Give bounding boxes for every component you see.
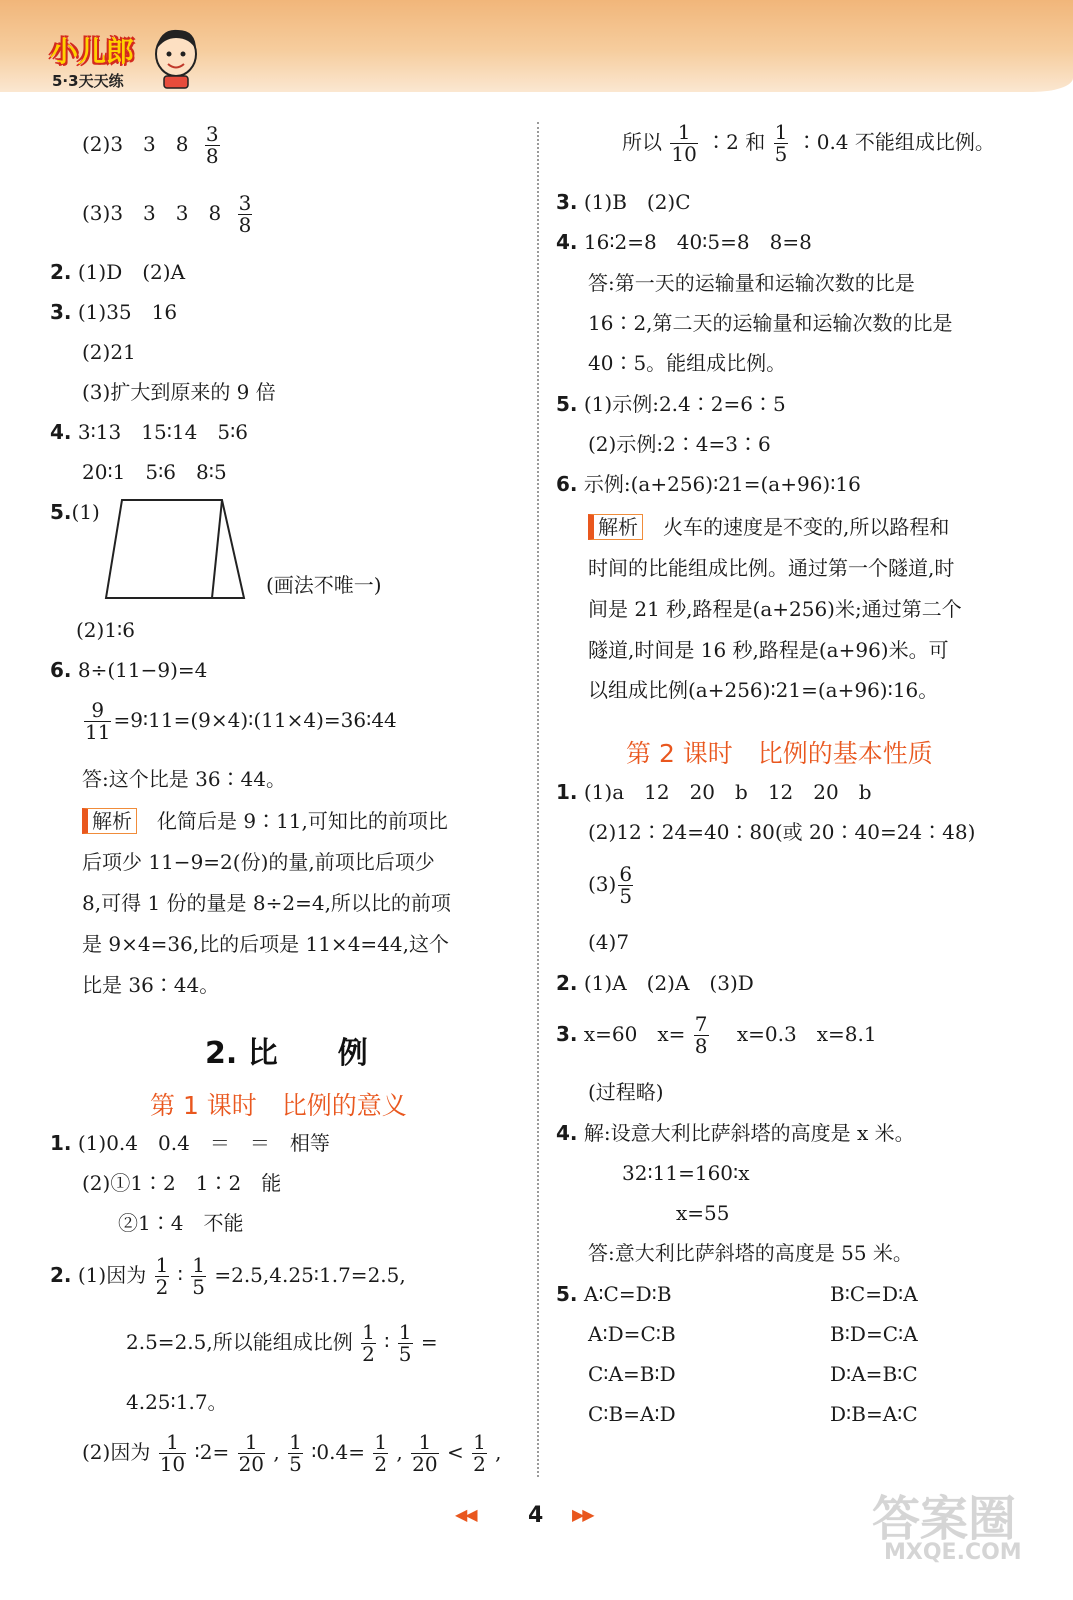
analysis-text: 是 9×4=36,比的后项是 11×4=44,这个 — [82, 932, 449, 956]
numerator: 1 — [374, 1430, 388, 1454]
question-1 — [556, 782, 872, 802]
lesson-title: 第 2 课时 比例的基本性质 — [626, 739, 933, 768]
denominator: 5 — [398, 1342, 412, 1366]
fraction — [694, 1014, 709, 1057]
answer-line: C∶A=B∶D — [588, 1362, 676, 1386]
lesson-title: 第 1 课时 比例的意义 — [150, 1091, 407, 1120]
numerator: 1 — [418, 1430, 432, 1454]
answer-text: (1)35 16 — [77, 300, 178, 324]
section-title: 2. 比 例 — [205, 1036, 368, 1071]
answer-text: < — [446, 1440, 464, 1464]
denominator: 8 — [205, 144, 219, 168]
answer-text: 8÷(11−9)=4 — [77, 658, 208, 682]
question-6 — [556, 474, 861, 494]
question-4 — [50, 422, 248, 442]
answer-line: ②1∶4 不能 — [118, 1211, 244, 1235]
answer-text: , — [396, 1440, 403, 1464]
numerator: 1 — [473, 1430, 486, 1454]
numerator: 6 — [619, 862, 633, 886]
answer-line: 答:意大利比萨斜塔的高度是 55 米。 — [588, 1241, 913, 1265]
analysis-text: 隧道,时间是 16 秒,路程是(a+96)米。可 — [588, 638, 949, 662]
analysis-text: 比是 36∶44。 — [82, 973, 220, 997]
question-1 — [50, 1133, 330, 1153]
fraction — [774, 122, 789, 165]
answer-line: 答:第一天的运输量和运输次数的比是 — [588, 271, 915, 295]
answer-text: (1) — [71, 500, 100, 524]
denominator: 5 — [192, 1275, 205, 1299]
denominator: 5 — [774, 142, 788, 166]
answer-text: (1)示例:2.4∶2=6∶5 — [583, 392, 786, 416]
answer-line: (2)21 — [82, 340, 136, 364]
numerator: 1 — [289, 1430, 302, 1454]
fraction — [670, 122, 697, 165]
drawing-note: (画法不唯一) — [266, 573, 382, 597]
brand-logo: 小儿郎 — [50, 35, 135, 68]
answer-text: , — [495, 1440, 502, 1464]
answer-text: (1)B (2)C — [583, 190, 691, 214]
answer-line: 20∶1 5∶6 8∶5 — [82, 460, 227, 484]
answer-line: (2)①1∶2 1∶2 能 — [82, 1171, 282, 1195]
answer-line: D∶A=B∶C — [830, 1362, 918, 1386]
answer-text: 所以 — [622, 130, 662, 154]
question-number: 2. — [50, 1263, 72, 1287]
question-number: 3. — [556, 1022, 578, 1046]
analysis-line — [588, 514, 949, 540]
denominator: 8 — [694, 1034, 708, 1058]
answer-text: (1)0.4 0.4 ＝ ＝ 相等 — [77, 1131, 330, 1155]
watermark-text: 答案圈 — [872, 1491, 1017, 1547]
analysis-line — [82, 808, 448, 834]
answer-line: (2)1∶6 — [76, 618, 135, 642]
denominator: 5 — [619, 884, 633, 908]
question-number: 4. — [556, 1121, 578, 1145]
answer-line: C∶B=A∶D — [588, 1402, 676, 1426]
watermark — [872, 1480, 1022, 1565]
answer-text: x=60 x= — [583, 1022, 686, 1046]
denominator: 11 — [85, 720, 111, 744]
answer-text: x=0.3 x=8.1 — [716, 1022, 877, 1046]
fraction — [238, 1432, 265, 1475]
question-6 — [50, 660, 207, 680]
fraction — [238, 193, 253, 236]
question-number: 2. — [556, 971, 578, 995]
question-number: 5. — [556, 1282, 578, 1306]
fraction — [288, 1432, 303, 1475]
answer-line: 40∶5。能组成比例。 — [588, 351, 787, 375]
numerator: 1 — [677, 120, 691, 144]
answer-line: B∶C=D∶A — [830, 1282, 918, 1306]
analysis-text: 8,可得 1 份的量是 8÷2=4,所以比的前项 — [82, 891, 451, 915]
numerator: 1 — [774, 120, 788, 144]
question-3 — [556, 192, 691, 212]
answer-text: (2)3 3 8 — [82, 132, 189, 156]
answer-text: =2.5,4.25∶1.7=2.5, — [214, 1263, 406, 1287]
question-3 — [50, 302, 177, 322]
answer-line: 32∶11=160∶x — [622, 1161, 750, 1185]
fraction — [205, 124, 220, 167]
column-divider — [537, 122, 539, 1477]
numerator: 7 — [694, 1012, 708, 1036]
analysis-text: 后项少 11−9=2(份)的量,前项比后项少 — [82, 850, 435, 874]
answer-line: 16∶2,第二天的运输量和运输次数的比是 — [588, 311, 953, 335]
denominator: 10 — [159, 1452, 186, 1476]
mascot-icon — [150, 24, 202, 90]
next-page-arrow-icon: ▶▶ — [572, 1505, 593, 1524]
question-2 — [50, 1255, 406, 1298]
question-number: 5. — [556, 392, 578, 416]
question-5 — [556, 394, 786, 414]
fraction — [191, 1255, 206, 1298]
answer-text: (1)D (2)A — [77, 260, 186, 284]
fraction — [361, 1322, 376, 1365]
question-number: 6. — [50, 658, 72, 682]
answer-line — [82, 1432, 502, 1475]
answer-line: 答:这个比是 36∶44。 — [82, 767, 286, 791]
answer-text: 16∶2=8 40∶5=8 8=8 — [583, 230, 812, 254]
answer-line — [82, 124, 222, 167]
question-number: 2. — [50, 260, 72, 284]
denominator: 20 — [238, 1452, 265, 1476]
question-number: 1. — [50, 1131, 72, 1155]
answer-text: ∶0.4 不能组成比例。 — [796, 130, 995, 154]
answer-text: =9∶11=(9×4)∶(11×4)=36∶44 — [113, 708, 397, 732]
answer-line — [622, 122, 995, 165]
answer-line: D∶B=A∶C — [830, 1402, 918, 1426]
answer-text: ∶ — [384, 1330, 390, 1354]
question-3 — [556, 1014, 877, 1057]
analysis-tag: 解析 — [588, 514, 643, 540]
answer-line — [126, 1322, 438, 1365]
answer-text: = — [420, 1330, 438, 1354]
denominator: 8 — [238, 213, 252, 237]
question-number: 3. — [50, 300, 72, 324]
answer-text: (3) — [588, 872, 617, 896]
answer-text: (1)A (2)A (3)D — [583, 971, 754, 995]
denominator: 2 — [473, 1452, 486, 1476]
fraction — [373, 1432, 388, 1475]
answer-line: A∶D=C∶B — [588, 1322, 676, 1346]
question-5 — [50, 502, 100, 522]
numerator: 3 — [238, 191, 252, 215]
answer-text: ∶2 和 — [706, 130, 766, 154]
answer-text: 2.5=2.5,所以能组成比例 — [126, 1330, 353, 1354]
numerator: 1 — [398, 1320, 412, 1344]
fraction — [155, 1255, 170, 1298]
answer-line: (3)扩大到原来的 9 倍 — [82, 380, 276, 404]
answer-text: ∶0.4= — [311, 1440, 365, 1464]
question-number: 5. — [50, 500, 72, 524]
answer-line: (过程略) — [588, 1080, 664, 1104]
answer-line: x=55 — [676, 1201, 730, 1225]
question-number: 4. — [50, 420, 72, 444]
numerator: 1 — [166, 1430, 179, 1454]
denominator: 2 — [362, 1342, 375, 1366]
question-number: 4. — [556, 230, 578, 254]
answer-text: 3∶13 15∶14 5∶6 — [77, 420, 249, 444]
question-number: 1. — [556, 780, 578, 804]
answer-text: (3)3 3 3 8 — [82, 201, 222, 225]
analysis-text: 化简后是 9∶11,可知比的前项比 — [157, 809, 448, 833]
watermark-url: MXQE.COM — [884, 1540, 1022, 1565]
question-4 — [556, 232, 812, 252]
answer-text: 示例:(a+256)∶21=(a+96)∶16 — [583, 472, 861, 496]
denominator: 10 — [671, 142, 697, 166]
analysis-text: 火车的速度是不变的,所以路程和 — [663, 515, 950, 539]
answer-line: B∶D=C∶A — [830, 1322, 918, 1346]
fraction — [84, 700, 111, 743]
answer-text: , — [273, 1440, 280, 1464]
fraction — [411, 1432, 438, 1475]
analysis-text: 时间的比能组成比例。通过第一个隧道,时 — [588, 556, 955, 580]
answer-line: 4.25∶1.7。 — [126, 1390, 228, 1414]
fraction — [398, 1322, 413, 1365]
fraction — [159, 1432, 186, 1475]
numerator: 1 — [244, 1430, 258, 1454]
answer-line — [82, 700, 397, 743]
answer-line: (2)12∶24=40∶80(或 20∶40=24∶48) — [588, 820, 976, 844]
fraction — [472, 1432, 487, 1475]
answer-text: (1)a 12 20 b 12 20 b — [583, 780, 872, 804]
answer-text: 解:设意大利比萨斜塔的高度是 x 米。 — [583, 1121, 915, 1145]
answer-line: (4)7 — [588, 930, 630, 954]
analysis-text: 间是 21 秒,路程是(a+256)米;通过第二个 — [588, 597, 962, 621]
prev-page-arrow-icon: ◀◀ — [455, 1505, 476, 1524]
answer-text: (1)因为 — [77, 1263, 147, 1287]
question-number: 3. — [556, 190, 578, 214]
denominator: 2 — [374, 1452, 388, 1476]
question-5 — [556, 1284, 672, 1304]
denominator: 5 — [289, 1452, 302, 1476]
parallelogram-figure — [104, 498, 249, 602]
question-2 — [50, 262, 185, 282]
numerator: 3 — [205, 122, 219, 146]
answer-line — [588, 864, 635, 907]
question-2 — [556, 973, 754, 993]
numerator: 9 — [91, 698, 105, 722]
page-number: 4 — [528, 1503, 544, 1528]
question-4 — [556, 1123, 915, 1143]
analysis-tag: 解析 — [82, 808, 137, 834]
answer-text: ∶ — [177, 1263, 183, 1287]
answer-line — [82, 193, 254, 236]
denominator: 2 — [155, 1275, 169, 1299]
question-number: 6. — [556, 472, 578, 496]
answer-text: (2)因为 — [82, 1440, 151, 1464]
analysis-text: 以组成比例(a+256)∶21=(a+96)∶16。 — [588, 678, 939, 702]
numerator: 1 — [155, 1253, 169, 1277]
answer-line: (2)示例:2∶4=3∶6 — [588, 432, 771, 456]
brand-subtitle: 5·3天天练 — [52, 72, 124, 90]
answer-text: A∶C=D∶B — [583, 1282, 672, 1306]
numerator: 1 — [362, 1320, 375, 1344]
answer-text: ∶2= — [194, 1440, 230, 1464]
fraction — [618, 864, 633, 907]
denominator: 20 — [412, 1452, 438, 1476]
numerator: 1 — [192, 1253, 205, 1277]
